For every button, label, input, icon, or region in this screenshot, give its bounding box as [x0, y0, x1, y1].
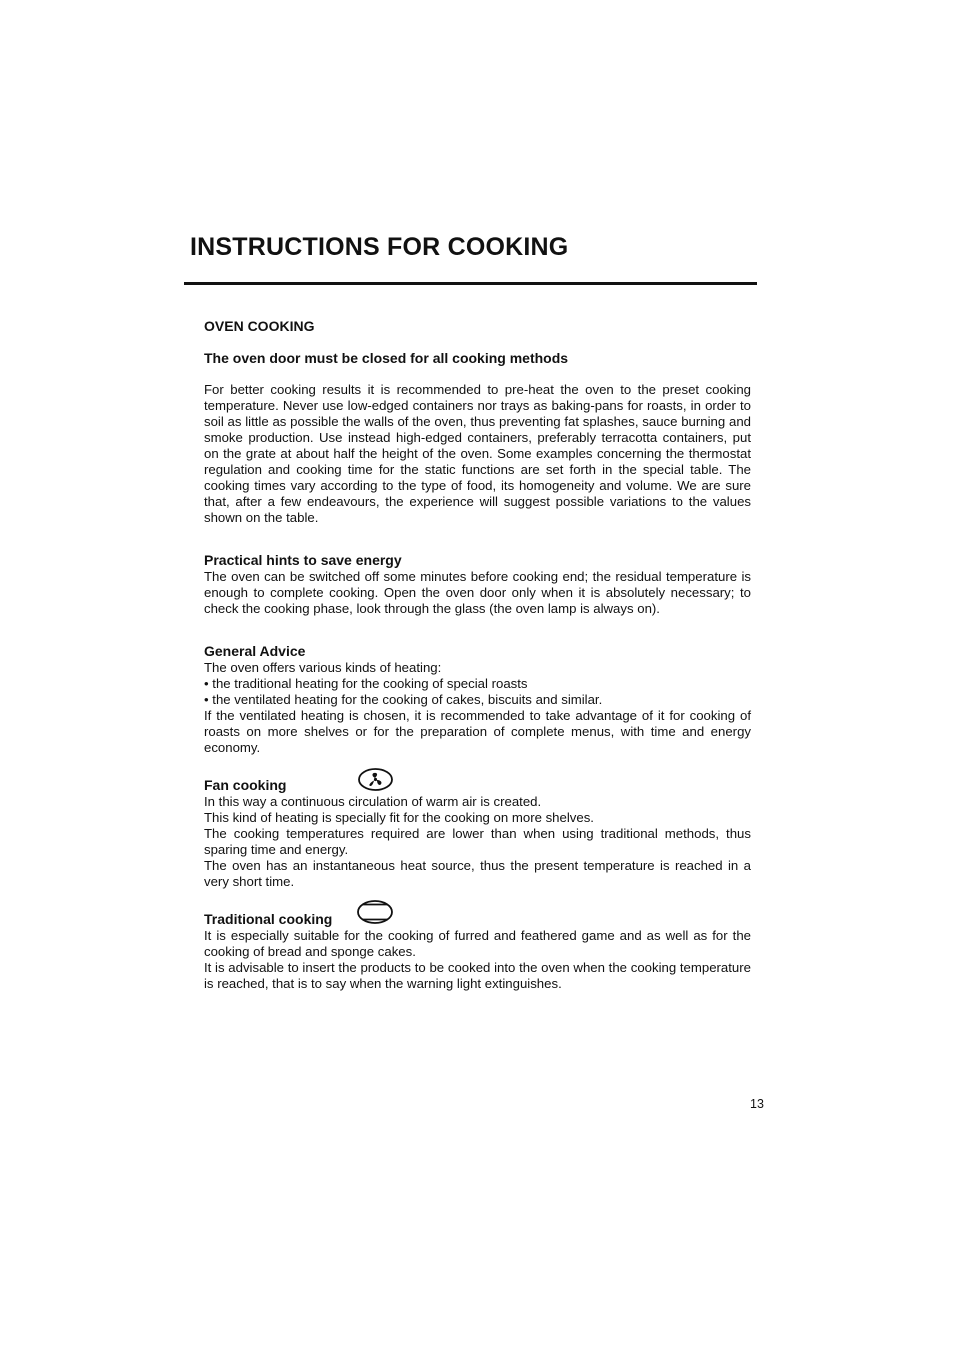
page-number: 13 — [750, 1097, 764, 1111]
title-divider — [184, 282, 757, 285]
energy-heading: Practical hints to save energy — [204, 552, 402, 568]
fan-icon — [357, 767, 394, 796]
general-advice-heading: General Advice — [204, 643, 306, 659]
traditional-cooking-heading-row — [204, 906, 751, 928]
traditional-cooking-paragraph: It is especially suitable for the cooking of furred and feathered game and as well as for the cooking of bread and sponge cakes. — [204, 928, 751, 959]
fan-cooking-heading: Fan cooking — [204, 777, 287, 793]
door-closed-note: The oven door must be closed for all cooking methods — [204, 350, 569, 366]
fan-cooking-heading-row — [204, 772, 751, 794]
energy-paragraph: The oven can be switched off some minutes before cooking end; the residual temperature is enough to complete cooking. Open the oven door only when it is absolutely necessary; to check the cooking phase, look through the glass (the oven lamp is always on). — [204, 569, 751, 616]
top-bottom-heat-icon — [356, 899, 394, 929]
traditional-cooking-heading: Traditional cooking — [204, 911, 333, 927]
traditional-cooking-paragraph: It is advisable to insert the products to be cooked into the oven when the cooking temperature is reached, that is to say when the warning light extinguishes. — [204, 960, 751, 991]
oven-cooking-paragraph: For better cooking results it is recommended to pre-heat the oven to the preset cooking temperature. Never use low-edged containers nor trays as baking-pans for roasts, in order to soil as little as possible the walls of the oven, thus preventing fat splashes, sauce burning and smoke production. Use instead high-edged containers, preferably terracotta containers, put on the grate at about half the height of the oven. Some examples concerning the thermostat regulation and cooking time for the static functions are set forth in the special table. The cooking times vary according to the type of food, its homogeneity and volume. We are sure that, after a few endeavours, the experience will suggest possible variations to the values shown on the table. — [204, 382, 751, 525]
fan-cooking-paragraph: The cooking temperatures required are lower than when using traditional methods, thus sparing time and energy. — [204, 826, 751, 857]
general-advice-line: The oven offers various kinds of heating: — [204, 660, 442, 675]
fan-cooking-line: In this way a continuous circulation of warm air is created. — [204, 794, 542, 809]
main-content — [204, 318, 751, 992]
fan-cooking-line: This kind of heating is specially fit for the cooking on more shelves. — [204, 810, 594, 825]
general-advice-paragraph: If the ventilated heating is chosen, it is recommended to take advantage of it for cooking of roasts on more shelves or for the preparation of complete menus, with time and energy economy. — [204, 708, 751, 755]
fan-cooking-paragraph: The oven has an instantaneous heat source, thus the present temperature is reached in a very short time. — [204, 858, 751, 889]
general-advice-bullet: • the traditional heating for the cooking of special roasts — [204, 676, 528, 691]
page-title: INSTRUCTIONS FOR COOKING — [190, 233, 569, 261]
oven-cooking-heading: OVEN COOKING — [204, 318, 315, 334]
general-advice-bullet: • the ventilated heating for the cooking of cakes, biscuits and similar. — [204, 692, 603, 707]
